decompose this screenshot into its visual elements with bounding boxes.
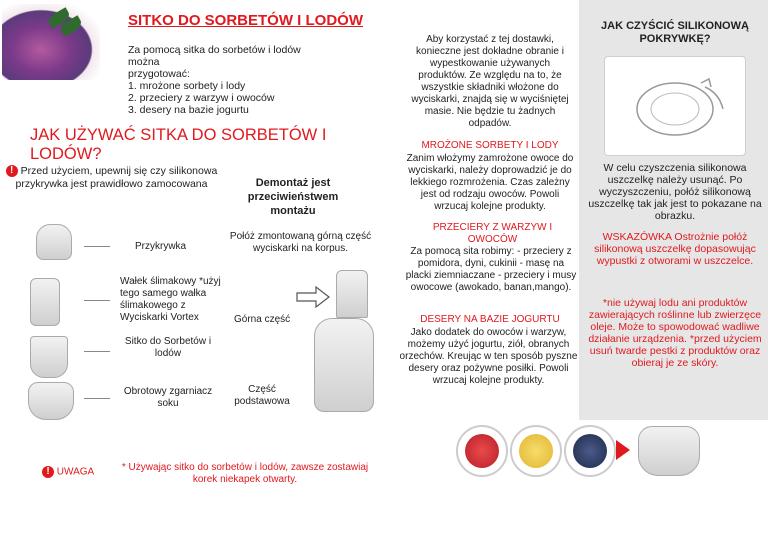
part-lid-label: Przykrywka <box>135 241 187 252</box>
juicer-top-image <box>336 270 368 318</box>
seal-illustration <box>604 56 746 156</box>
part-brush-label: Obrotowy zgarniacz soku <box>123 386 213 409</box>
strawberry-bowl-image <box>456 425 508 477</box>
arrow-right-icon <box>616 440 630 460</box>
tip-text: WSKAZÓWKA Ostrożnie połóż silikonową uszczelkę dopasowując wypustki z otworami w uszczelce. <box>594 231 756 267</box>
top-part-label: Górna część <box>234 314 291 325</box>
cleaning-text: W celu czyszczenia silikonowa uszczelkę należy usunąć. Po wyczyszczeniu, połóż silikonową uszczelkę tak jak jest to pokazane na obrazku. <box>588 162 762 222</box>
auger-image <box>30 278 60 326</box>
blueberry-bowl-image <box>564 425 616 477</box>
warning-icon: ! <box>6 165 18 177</box>
yogurt-text: Jako dodatek do owoców i warzyw, możemy użyć jogurtu, ziół, obranych orzechów. Kreując w ten sposób pyszne desery oraz pożywne posiłki. Powoli wrzucaj kolejne produkty. <box>399 327 578 386</box>
howto-title: JAK UŻYWAĆ SITKA DO SORBETÓW I LODÓW? <box>30 126 327 163</box>
brush-image <box>28 382 74 420</box>
warning-label: ! UWAGA <box>42 466 94 479</box>
lid-image <box>36 224 72 260</box>
cleaning-title: JAK CZYŚCIĆ SILIKONOWĄ POKRYWKĘ? <box>601 20 749 45</box>
assembly-step-text: Połóż zmontowaną górną część wyciskarki na korpus. <box>229 231 372 254</box>
part-strainer-label: Sitko do Sorbetów i lodów <box>124 336 212 359</box>
pineapple-bowl-image <box>510 425 562 477</box>
strainer-image <box>30 336 68 378</box>
warning-icon: ! <box>42 466 54 478</box>
prep-text: Aby korzystać z tej dostawki, konieczne jest dokładne obranie i wypestkowanie używanych produktów. Ze względu na to, że wszystkie składniki włożone do wyciskarki, znajdą się w wyciśniętej masie. Nie będzie tu żadnych odpadów. <box>411 34 569 129</box>
disassembly-note: Demontaż jest przeciwieństwem montażu <box>247 177 339 217</box>
warning-text: * Używając sitko do sorbetów i lodów, zawsze zostawiaj korek niekapek otwarty. <box>121 462 369 485</box>
sorbet-attachment-image <box>638 426 700 476</box>
caution-text: *nie używaj lodu ani produktów zawierających roślinne lub zwierzęce oleje. Może to spowodować wadliwe działanie urządzenia. *przed użyciem usuń twarde pestki z produktów oraz obieraj je ze skóry. <box>588 297 762 369</box>
puree-text: Za pomocą sita robimy: - przeciery z pomidora, dyni, cukinii - masę na placki ziemniaczane - przeciery i musy owocowe (awokado, banan,mango). <box>405 246 577 293</box>
seal-drawing <box>605 57 745 155</box>
frozen-title: MROŻONE SORBETY I LODY <box>421 140 559 151</box>
part-auger-label: Wałek ślimakowy *użyj tego samego wałka ślimakowego z Wyciskarki Vortex <box>120 276 221 323</box>
puree-title: PRZECIERY Z WARZYW I OWOCÓW <box>432 222 553 245</box>
yogurt-title: DESERY NA BAZIE JOGURTU <box>420 314 560 325</box>
frozen-text: Zanim włożymy zamrożone owoce do wyciskarki, należy doprowadzić je do lekkiego rozmrożenia. Czas zależny jest od rodzaju owoców. Powoli wrzucaj kolejne produkty. <box>406 153 574 212</box>
intro-text: Za pomocą sitka do sorbetów i lodów można przygotować: 1. mrożone sorbety i lody 2. przeciery z warzyw i owoców 3. desery na bazie jogurtu <box>128 44 301 116</box>
section-title: SITKO DO SORBETÓW I LODÓW <box>128 12 363 29</box>
arrow-right-icon <box>296 286 330 308</box>
precheck-note: ! Przed użyciem, upewnij się czy silikonowa przykrywka jest prawidłowo zamocowana <box>4 165 219 191</box>
sorbet-photo <box>2 4 100 80</box>
juicer-base-image <box>314 318 374 412</box>
base-part-label: Część podstawowa <box>234 384 290 407</box>
